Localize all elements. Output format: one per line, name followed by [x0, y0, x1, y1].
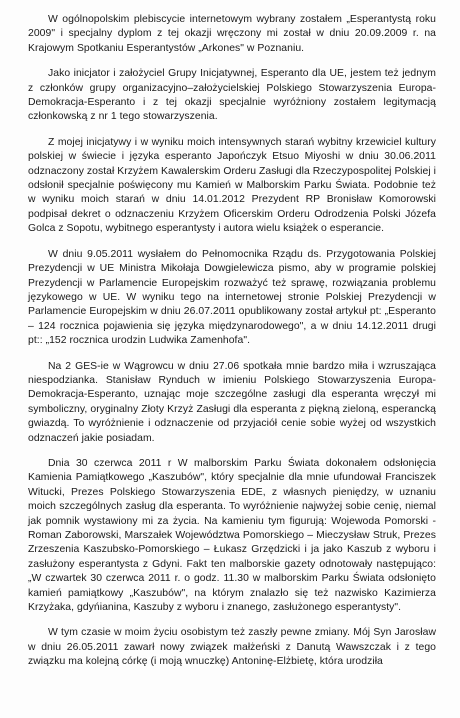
paragraph-initiative-group: Jako inicjator i założyciel Grupy Inicjatywnej, Esperanto dla UE, jestem też jednym z członków grupy organizacyjno–założycielskiej Polskiego Stowarzyszenia Europa-Demokracja-Esperanto i z tej okazji specjalnie wyróżniony zostałem legitymacją członkowską z nr 1 tego stowarzyszenia.: [28, 68, 436, 123]
paragraph-ges-surprise: Na 2 GES-ie w Wągrowcu w dniu 27.06 spotkała mnie bardzo miła i wzruszająca niespodzianka. Stanisław Rynduch w imieniu Polskiego Stowarzyszenia Europa-Demokracja-Esperanto, uznając moje szczególne zasługi dla esperanta wręczył mi symboliczny, oryginalny Złoty Krzyż Zasługi dla esperanta z piękną zieloną, esperancką gwiazdą. To wyróżnienie i odznaczenie od przyjaciół cenie sobie wyżej od wszystkich odznaczeń jakie posiadam.: [28, 360, 436, 444]
paragraph-personal-life: W tym czasie w moim życiu osobistym też zaszły pewne zmiany. Mój Syn Jarosław w dniu 26.05.2011 zawarł nowy związek małżeński z Danutą Wawszczak i z tego związku ma kolejną córkę (i moją wnuczkę) Antoninę-Elżbietę, która urodziła: [28, 627, 436, 668]
paragraph-esperantist-of-year: W ogólnopolskim plebiscycie internetowym wybrany zostałem „Esperantystą roku 2009" i specjalny dyplom z tej okazji wręczony mi został w dniu 20.09.2009 r. na Krajowym Spotkaniu Esperantystów „Arkones" w Poznaniu.: [28, 14, 436, 54]
paragraph-miyoshi-award: Z mojej inicjatywy i w wyniku moich intensywnych starań wybitny krzewiciel kultury polskiej w świecie i języka esperanto Japończyk Etsuo Miyoshi w dniu 30.06.2011 odznaczony został Krzyżem Kawalerskim Orderu Zasługi dla Rzeczypospolitej Polskiej i odsłonił specjalnie poświęcony mu Kamień w Malborskim Parku Świata. Podobnie też w wyniku moich starań w dniu 14.01.2012 Prezydent RP Bronisław Komorowski podpisał dekret o odznaczeniu Krzyżem Oficerskim Orderu Odrodzenia Polski Józefa Golca z Sopotu, wybitnego esperantysty i autora wielu książek o esperancie.: [28, 136, 436, 235]
paragraph-presidency-letter: W dniu 9.05.2011 wysłałem do Pełnomocnika Rządu ds. Przygotowania Polskiej Prezydencji w UE Ministra Mikołaja Dowgielewicza pismo, aby w programie polskiej Prezydencji w Parlamencie Europejskim rozważyć też sprawę, rozwiązania problemu językowego w UE. W wyniku tego na internetowej stronie Polskiej Prezydencji w Parlamencie Europejskim w dniu 26.07.2011 opublikowany został artykuł pt: „Esperanto – 124 rocznica pojawienia się języka międzynarodowego", a w dniu 14.12.2011 drugi pt:: „152 rocznica urodzin Ludwika Zamenhofa".: [28, 248, 436, 347]
paragraph-kaszubow-stone: Dnia 30 czerwca 2011 r W malborskim Parku Świata dokonałem odsłonięcia Kamienia Pamiątkowego „Kaszubów", który specjalnie dla mnie ufundował Franciszek Witucki, Prezes Polskiego Stowarzyszenia EDE, z własnych pieniędzy, w uznaniu moich szczególnych zasług dla esperanta. To wyróżnienie najwyżej sobie cenię, niemal jak pomnik wystawiony mi za życia. Na kamieniu tym figurują: Wojewoda Pomorski - Roman Zaborowski, Marszałek Województwa Pomorskiego – Mieczysław Struk, Prezes Zrzeszenia Kaszubsko-Pomorskiego – Łukasz Grzędzicki i ja jako Kaszub z wyboru i zasłużony esperantysta z Gdyni. Fakt ten malborskie gazety odnotowały następująco: „W czwartek 30 czerwca 2011 r. o godz. 11.30 w malborskim Parku Świata odsłonięto kamień pamiątkowy „Kaszubów", na którym znalazło się też nazwisko Kazimierza Krzyżaka, gdyńianina, Kaszuby z wyboru i znanego, zasłużonego esperantysty".: [28, 457, 436, 614]
